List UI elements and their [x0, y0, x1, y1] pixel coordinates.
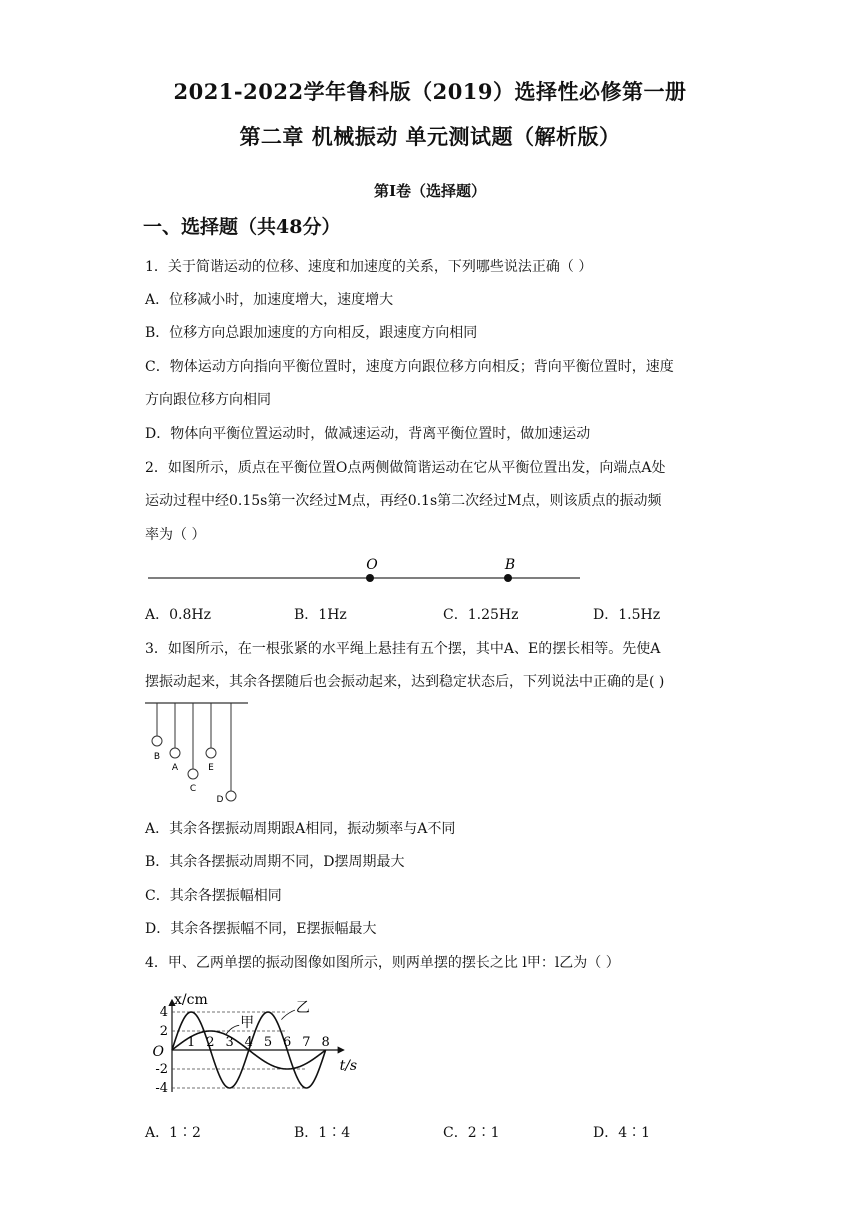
question-3-option-c: C．其余各摆振幅相同 [145, 888, 282, 904]
pendulum-e-bob [206, 748, 216, 758]
y-tick-label: 2 [159, 1024, 168, 1039]
question-4-vibration-chart [140, 990, 380, 1096]
question-3-option-d: D．其余各摆振幅不同，E摆振幅最大 [145, 921, 377, 937]
volume-title: 第Ⅰ卷（选择题） [373, 182, 487, 200]
point-b [504, 574, 512, 582]
y-tick-label: -2 [155, 1062, 168, 1077]
pendulum-b-label: B [153, 752, 161, 762]
question-4-stem: 4．甲、乙两单摆的振动图像如图所示，则两单摆的摆长之比 l甲：l乙为（ ） [145, 955, 620, 971]
question-1-option-c: C．物体运动方向指向平衡位置时，速度方向跟位移方向相反；背向平衡位置时，速度 [145, 359, 674, 375]
x-tick-label: 7 [302, 1035, 311, 1050]
origin-label: O [152, 1044, 164, 1060]
series-jia-leader [226, 1025, 239, 1035]
question-3-stem-line2: 摆振动起来，其余各摆随后也会振动起来，达到稳定状态后，下列说法中正确的是( ) [145, 674, 665, 690]
pendulum-a-label: A [171, 763, 179, 773]
point-o [366, 574, 374, 582]
label-b: B [504, 557, 516, 573]
y-tick-label: -4 [155, 1081, 168, 1096]
pendulum-a-bob [170, 748, 180, 758]
question-1-option-a: A．位移减小时，加速度增大，速度增大 [145, 292, 394, 308]
paper-title: 2021-2022学年鲁科版（2019）选择性必修第一册 [173, 79, 687, 104]
label-o: O [366, 557, 378, 573]
series-yi-leader [281, 1010, 294, 1020]
pendulum-d-label: D [216, 795, 224, 805]
question-4-option-b: B．1∶4 [294, 1125, 351, 1141]
pendulum-c-bob [188, 769, 198, 779]
x-tick-label: 5 [263, 1035, 273, 1050]
question-2-stem-line2: 运动过程中经0.15s第一次经过M点，再经0.1s第二次经过M点，则该质点的振动频 [145, 493, 662, 509]
question-4-options [145, 1122, 725, 1142]
x-axis-label: t/s [339, 1058, 358, 1074]
question-1-stem: 1．关于简谐运动的位移、速度和加速度的关系，下列哪些说法正确（ ） [145, 259, 593, 275]
question-2-stem: 2．如图所示，质点在平衡位置O点两侧做简谐运动在它从平衡位置出发，向端点A处 [145, 460, 666, 476]
x-tick-label: 6 [283, 1035, 292, 1050]
question-3-option-b: B．其余各摆振动周期不同，D摆周期最大 [145, 854, 405, 870]
question-3-stem: 3．如图所示，在一根张紧的水平绳上悬挂有五个摆，其中A、E的摆长相等。先使A [145, 641, 661, 657]
pendulum-e-label: E [208, 763, 214, 773]
x-tick-label: 3 [225, 1035, 234, 1050]
question-2-option-d: D．1.5Hz [593, 607, 661, 623]
question-2-figure [140, 555, 590, 595]
question-2-option-b: B．1Hz [294, 607, 347, 623]
question-2-stem-line3: 率为（ ） [145, 527, 206, 543]
paper-subtitle: 第二章 机械振动 单元测试题（解析版） [239, 124, 621, 149]
section-heading: 一、选择题（共48分） [143, 216, 341, 238]
question-1-option-d: D．物体向平衡位置运动时，做减速运动，背离平衡位置时，做加速运动 [145, 426, 591, 442]
question-1-option-c-cont: 方向跟位移方向相同 [145, 392, 271, 408]
question-4-option-c: C．2∶1 [443, 1125, 500, 1141]
question-2-option-c: C．1.25Hz [443, 607, 519, 623]
pendulum-b-bob [152, 736, 162, 746]
x-tick-label: 4 [244, 1035, 253, 1050]
pendulum-c-label: C [189, 784, 197, 794]
x-tick-label: 2 [206, 1035, 215, 1050]
y-tick-label: 4 [159, 1005, 168, 1020]
x-tick-label: 8 [321, 1035, 330, 1050]
question-4-option-a: A．1∶2 [145, 1125, 201, 1141]
series-yi-label: 乙 [295, 1000, 310, 1016]
series-jia-label: 甲 [240, 1015, 255, 1032]
x-tick-label: 1 [187, 1035, 196, 1050]
question-3-pendulum-figure [140, 698, 260, 808]
question-2-options [145, 604, 725, 624]
question-2-option-a: A．0.8Hz [145, 607, 211, 623]
y-axis-label: x/cm [174, 992, 208, 1008]
question-3-option-a: A．其余各摆振动周期跟A相同，振动频率与A不同 [145, 821, 456, 837]
question-1-option-b: B．位移方向总跟加速度的方向相反，跟速度方向相同 [145, 325, 478, 341]
pendulum-d-bob [226, 791, 236, 801]
question-4-option-d: D．4∶1 [593, 1125, 651, 1141]
